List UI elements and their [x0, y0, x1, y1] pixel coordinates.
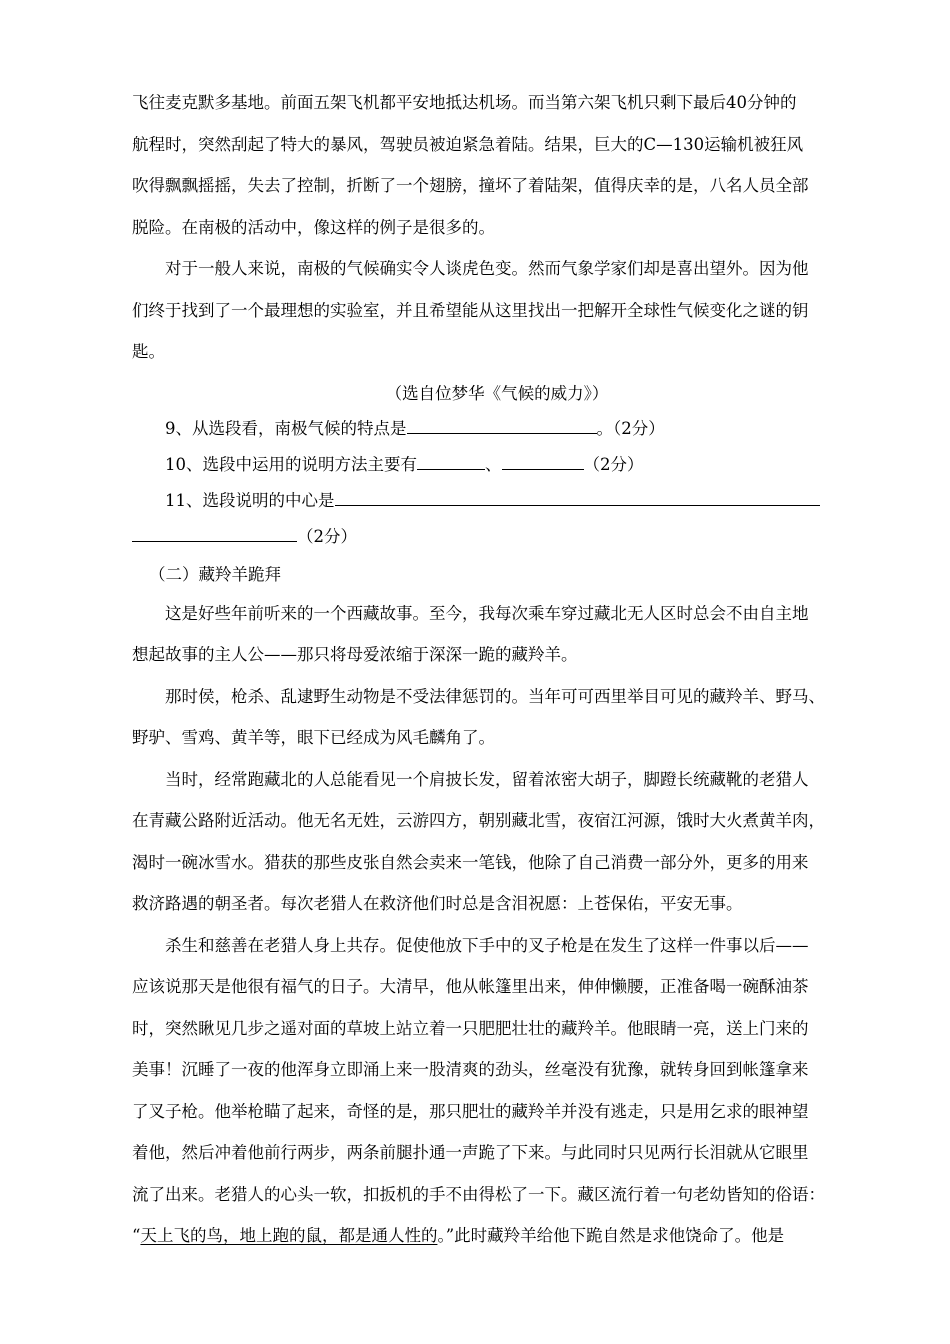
- question-10: 10、选段中运用的说明方法主要有 、 （2分）: [132, 447, 822, 483]
- story-line: 野驴、雪鸡、黄羊等，眼下已经成为风毛麟角了。: [132, 728, 495, 747]
- passage-line: 对于一般人来说，南极的气候确实令人谈虎色变。然而气象学家们却是喜出望外。因为他: [165, 259, 809, 278]
- story-line: 在青藏公路附近活动。他无名无姓，云游四方，朝别藏北雪，夜宿江河源，饿时大火煮黄羊肉，: [132, 811, 825, 830]
- section-title: （二）藏羚羊跪拜: [149, 564, 281, 584]
- story-line-with-underline: “天上飞的鸟，地上跑的鼠，都是通人性的。”此时藏羚羊给他下跪自然是求他饶命了。他是: [132, 1226, 785, 1245]
- story-line: 当时，经常跑藏北的人总能看见一个肩披长发，留着浓密大胡子，脚蹬长统藏靴的老猎人: [165, 769, 809, 789]
- answer-blank-10a[interactable]: [417, 451, 485, 470]
- story-line: 应该说那天是他很有福气的日子。大清早，他从帐篷里出来，伸伸懒腰，正准备喝一碗酥油茶: [132, 977, 809, 996]
- passage-line: 吹得飘飘摇摇，失去了控制，折断了一个翅膀，撞坏了着陆架，值得庆幸的是，八名人员全部: [132, 176, 809, 195]
- story-line: 想起故事的主人公——那只将母爱浓缩于深深一跪的藏羚羊。: [132, 645, 578, 664]
- story-line: 美事！沉睡了一夜的他浑身立即涌上来一股清爽的劲头，丝毫没有犹豫，就转身回到帐篷拿来: [132, 1060, 809, 1079]
- answer-blank-9[interactable]: [407, 415, 597, 434]
- story-line: 渴时一碗冰雪水。猎获的那些皮张自然会卖来一笔钱，他除了自己消费一部分外，更多的用来: [132, 852, 809, 872]
- story-line: 了叉子枪。他举枪瞄了起来，奇怪的是，那只肥壮的藏羚羊并没有逃走，只是用乞求的眼神望: [132, 1101, 809, 1121]
- story-line: 着他，然后冲着他前行两步，两条前腿扑通一声跪了下来。与此同时只见两行长泪就从它眼里: [132, 1143, 809, 1162]
- passage-line: 航程时，突然刮起了特大的暴风，驾驶员被迫紧急着陆。结果，巨大的C—130运输机被狂风: [132, 134, 804, 154]
- question-11: 11、选段说明的中心是: [132, 483, 822, 519]
- passage-line: 脱险。在南极的活动中，像这样的例子是很多的。: [132, 217, 495, 237]
- passage-line: 匙。: [132, 342, 165, 361]
- story-line: 流了出来。老猎人的心头一软，扣扳机的手不由得松了一下。藏区流行着一句老幼皆知的俗语：: [132, 1184, 825, 1204]
- story-line: 救济路遇的朝圣者。每次老猎人在救济他们时总是含泪祝愿：上苍保佑，平安无事。: [132, 894, 743, 913]
- passage-line: 们终于找到了一个最理想的实验室，并且希望能从这里找出一把解开全球性气候变化之谜的钥: [132, 300, 809, 320]
- document-page: [132, 82, 825, 1257]
- story-line: 那时侯，枪杀、乱逮野生动物是不受法律惩罚的。当年可可西里举目可见的藏羚羊、野马、: [165, 686, 825, 706]
- passage-line: 飞往麦克默多基地。前面五架飞机都平安地抵达机场。而当第六架飞机只剩下最后40分钟的: [132, 93, 797, 112]
- answer-blank-10b[interactable]: [502, 451, 584, 470]
- underlined-proverb: 天上飞的鸟，地上跑的鼠，都是通人性的: [140, 1226, 438, 1245]
- answer-blank-11a[interactable]: [335, 487, 820, 506]
- story-line: 时，突然瞅见几步之遥对面的草坡上站立着一只肥肥壮壮的藏羚羊。他眼睛一亮，送上门来的: [132, 1018, 809, 1038]
- question-9: 9、从选段看，南极气候的特点是 。（2分）: [132, 411, 822, 447]
- source-citation: （选自位梦华《气候的威力》）: [385, 383, 609, 403]
- question-11-continued: （2分）: [132, 519, 822, 555]
- answer-blank-11b[interactable]: [132, 523, 297, 542]
- story-line: 杀生和慈善在老猎人身上共存。促使他放下手中的叉子枪是在发生了这样一件事以后——: [165, 935, 809, 955]
- story-line: 这是好些年前听来的一个西藏故事。至今，我每次乘车穿过藏北无人区时总会不由自主地: [165, 603, 809, 623]
